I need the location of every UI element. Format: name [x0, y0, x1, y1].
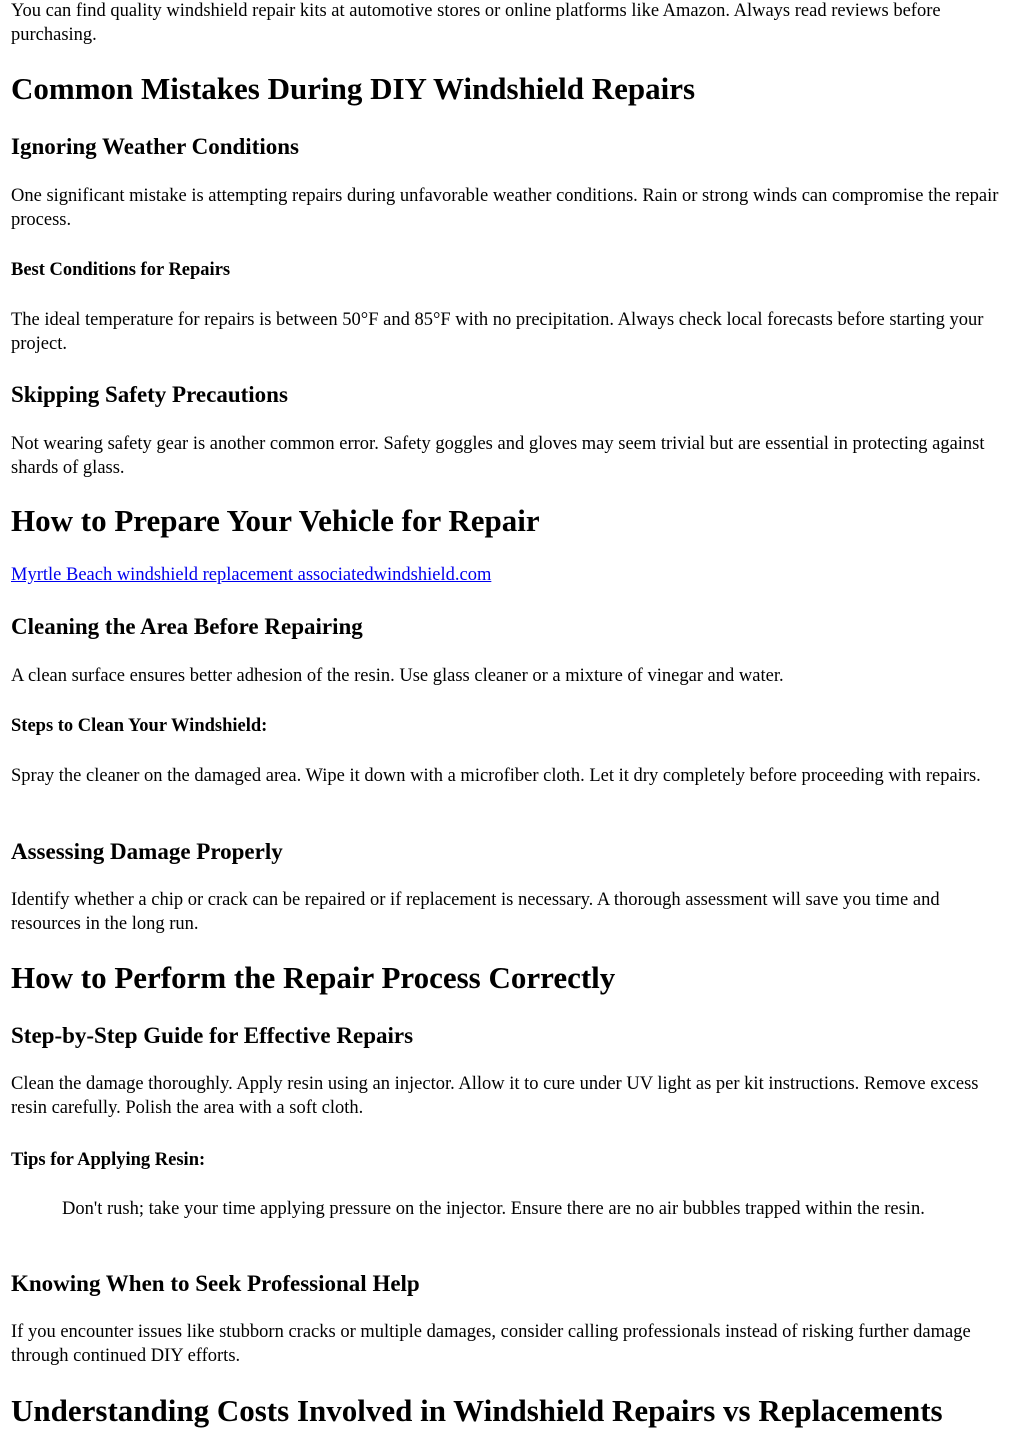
heading-ignoring-weather: Ignoring Weather Conditions — [11, 134, 299, 159]
safety-paragraph: Not wearing safety gear is another common error. Safety goggles and gloves may seem trivial but are essential in protecting against shards of glass. — [11, 434, 985, 478]
steps-to-clean-paragraph: Spray the cleaner on the damaged area. Wipe it down with a microfiber cloth. Let it dry completely before proceeding with repairs. — [11, 766, 981, 786]
heading-understanding-costs: Understanding Costs Involved in Windshield Repairs vs Replacements — [11, 1393, 943, 1428]
heading-prepare-vehicle: How to Prepare Your Vehicle for Repair — [11, 503, 540, 538]
heading-seek-professional: Knowing When to Seek Professional Help — [11, 1271, 420, 1296]
step-by-step-paragraph: Clean the damage thoroughly. Apply resin using an injector. Allow it to cure under UV light as per kit instructions. Remove excess resin carefully. Polish the area with a soft cloth. — [11, 1074, 979, 1118]
weather-paragraph: One significant mistake is attempting repairs during unfavorable weather conditions. Rain or strong winds can compromise the repair process. — [11, 186, 999, 230]
cleaning-paragraph: A clean surface ensures better adhesion of the resin. Use glass cleaner or a mixture of vinegar and water. — [11, 666, 784, 686]
tips-resin-quote: Don't rush; take your time applying pressure on the injector. Ensure there are no air bubbles trapped within the resin. — [62, 1199, 925, 1219]
assessing-paragraph: Identify whether a chip or crack can be repaired or if replacement is necessary. A thorough assessment will save you time and resources in the long run. — [11, 890, 940, 934]
heading-tips-resin: Tips for Applying Resin: — [11, 1150, 206, 1170]
heading-perform-repair: How to Perform the Repair Process Correctly — [11, 960, 616, 995]
heading-common-mistakes: Common Mistakes During DIY Windshield Repairs — [11, 71, 696, 106]
best-conditions-paragraph: The ideal temperature for repairs is between 50°F and 85°F with no precipitation. Always check local forecasts before starting your project. — [11, 310, 984, 354]
heading-cleaning-area: Cleaning the Area Before Repairing — [11, 614, 363, 639]
heading-best-conditions: Best Conditions for Repairs — [11, 260, 231, 280]
windshield-replacement-link[interactable]: Myrtle Beach windshield replacement associatedwindshield.com — [11, 565, 492, 585]
intro-paragraph: You can find quality windshield repair kits at automotive stores or online platforms like Amazon. Always read reviews before purchasing. — [11, 1, 941, 45]
heading-skipping-safety: Skipping Safety Precautions — [11, 382, 288, 407]
professional-paragraph: If you encounter issues like stubborn cracks or multiple damages, consider calling professionals instead of risking further damage through continued DIY efforts. — [11, 1322, 971, 1366]
heading-step-by-step: Step-by-Step Guide for Effective Repairs — [11, 1023, 414, 1048]
heading-steps-to-clean: Steps to Clean Your Windshield: — [11, 716, 268, 736]
heading-assessing-damage: Assessing Damage Properly — [11, 839, 283, 864]
